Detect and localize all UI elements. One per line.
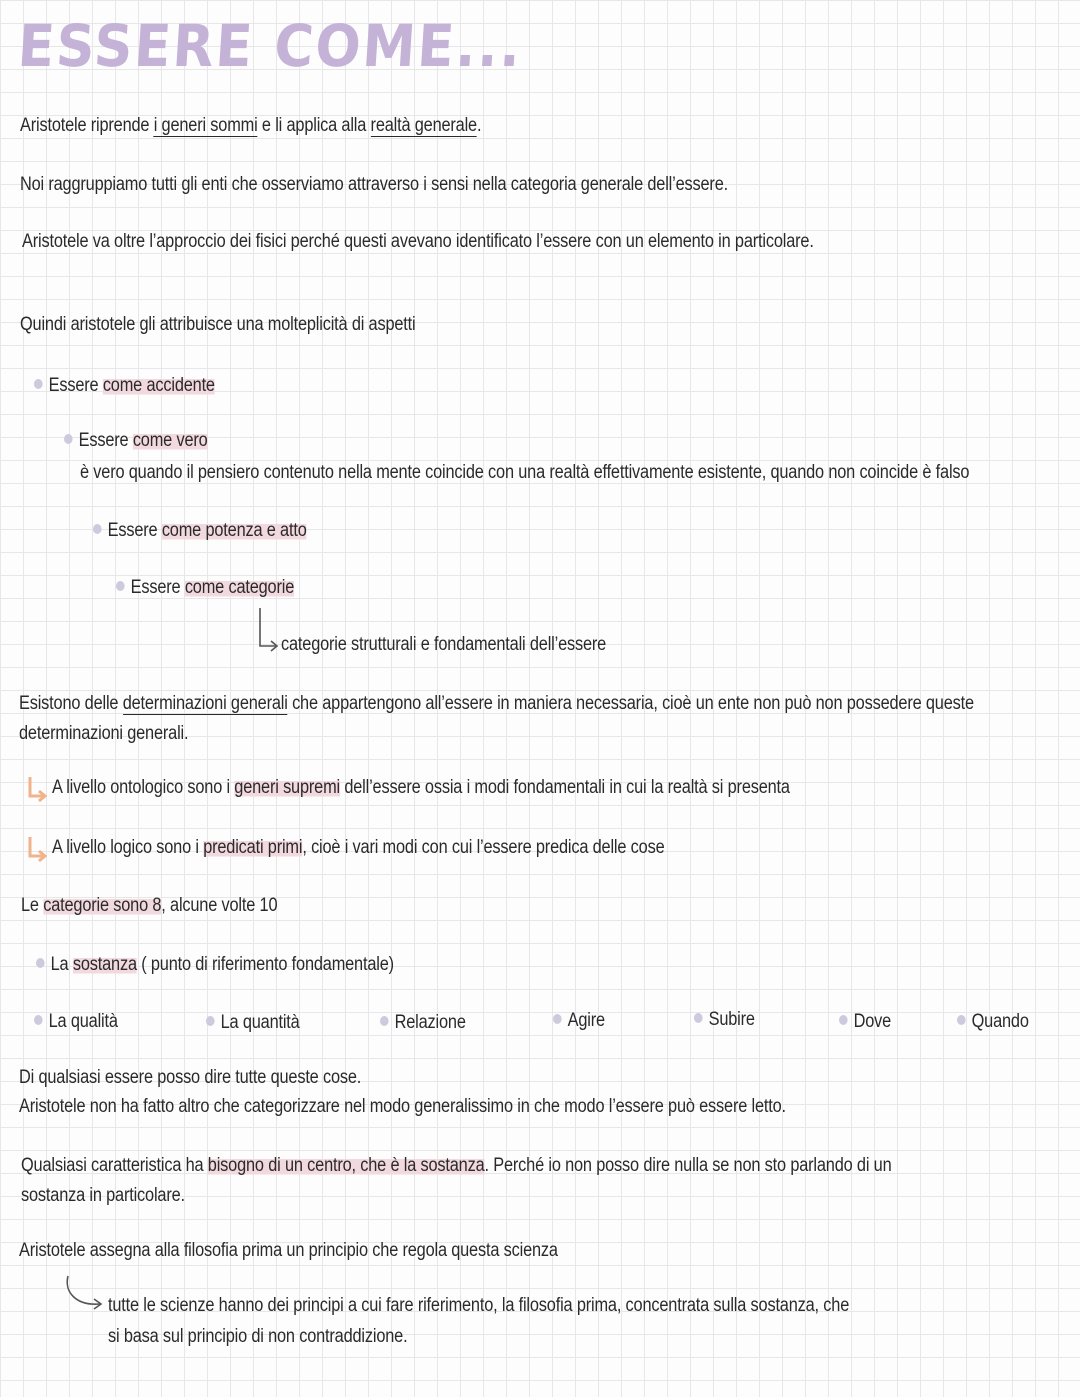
paragraph-center-cont: sostanza in particolare. xyxy=(21,1185,185,1206)
bullet-icon xyxy=(93,524,102,534)
category-item: Dove xyxy=(839,1011,891,1033)
bullet-icon xyxy=(206,1016,215,1026)
paragraph-any-being: Di qualsiasi essere posso dire tutte queste cose. xyxy=(19,1067,362,1088)
logical-level: A livello logico sono i predicati primi, cioè i vari modi con cui l’essere predica delle cose xyxy=(52,837,665,858)
bullet-icon xyxy=(957,1015,966,1025)
intro-paragraph: Aristotele riprende i generi sommi e li applica alla realtà generale. xyxy=(20,115,482,136)
category-item: Agire xyxy=(553,1010,605,1032)
aspect-vero-description: è vero quando il pensiero contenuto nella mente coincide con una realtà effettivamente esistente, quando non coincide è falso xyxy=(80,462,970,483)
aspect-categorie: Essere come categorie xyxy=(116,577,294,599)
aspect-vero: Essere come vero xyxy=(64,430,208,452)
paragraph-categorize: Aristotele non ha fatto altro che categorizzare nel modo generalissimo in che modo l’essere può essere letto. xyxy=(19,1096,786,1117)
curved-arrow-icon xyxy=(62,1274,106,1314)
page-title: ESSERE COME... xyxy=(15,12,525,80)
bullet-icon xyxy=(36,958,45,968)
bullet-icon xyxy=(694,1013,703,1023)
bullet-icon xyxy=(64,434,73,444)
orange-arrow-icon xyxy=(26,776,50,802)
paragraph-multiplicity: Quindi aristotele gli attribuisce una molteplicità di aspetti xyxy=(20,314,416,335)
bullet-icon xyxy=(380,1016,389,1026)
corner-arrow-icon xyxy=(256,606,282,652)
category-item: Relazione xyxy=(380,1012,466,1034)
bullet-icon xyxy=(34,379,43,389)
paragraph-physicists: Aristotele va oltre l’approccio dei fisici perché questi avevano identificato l’essere con un elemento in particolare. xyxy=(22,231,814,252)
bullet-icon xyxy=(553,1014,562,1024)
category-item: Subire xyxy=(694,1009,755,1031)
paragraph-center: Qualsiasi caratteristica ha bisogno di un centro, che è la sostanza. Perché io non posso dire nulla se non sto parlando di un xyxy=(21,1155,892,1176)
bullet-icon xyxy=(34,1015,43,1025)
paragraph-senses: Noi raggruppiamo tutti gli enti che osserviamo attraverso i sensi nella categoria generale dell’essere. xyxy=(20,174,728,195)
paragraph-sciences-cont: si basa sul principio di non contraddizione. xyxy=(108,1326,408,1347)
paragraph-sciences: tutte le scienze hanno dei principi a cui fare riferimento, la filosofia prima, concentrata sulla sostanza, che xyxy=(108,1295,850,1316)
category-sostanza: La sostanza ( punto di riferimento fondamentale) xyxy=(36,954,394,976)
bullet-icon xyxy=(839,1015,848,1025)
category-item: Quando xyxy=(957,1011,1029,1033)
aspect-potenza-atto: Essere come potenza e atto xyxy=(93,520,307,542)
bullet-icon xyxy=(116,581,125,591)
categories-count: Le categorie sono 8, alcune volte 10 xyxy=(21,895,278,916)
category-item: La qualità xyxy=(34,1011,118,1033)
categorie-description: categorie strutturali e fondamentali dell’essere xyxy=(281,634,607,655)
aspect-accidente: Essere come accidente xyxy=(34,375,215,397)
ontological-level: A livello ontologico sono i generi supremi dell’essere ossia i modi fondamentali in cui la realtà si presenta xyxy=(52,777,790,798)
paragraph-determinations-cont: determinazioni generali. xyxy=(19,723,189,744)
paragraph-principle: Aristotele assegna alla filosofia prima un principio che regola questa scienza xyxy=(19,1240,558,1261)
paragraph-determinations: Esistono delle determinazioni generali che appartengono all’essere in maniera necessaria, cioè un ente non può non possedere queste xyxy=(19,693,974,714)
category-item: La quantità xyxy=(206,1012,300,1034)
orange-arrow-icon xyxy=(26,836,50,862)
